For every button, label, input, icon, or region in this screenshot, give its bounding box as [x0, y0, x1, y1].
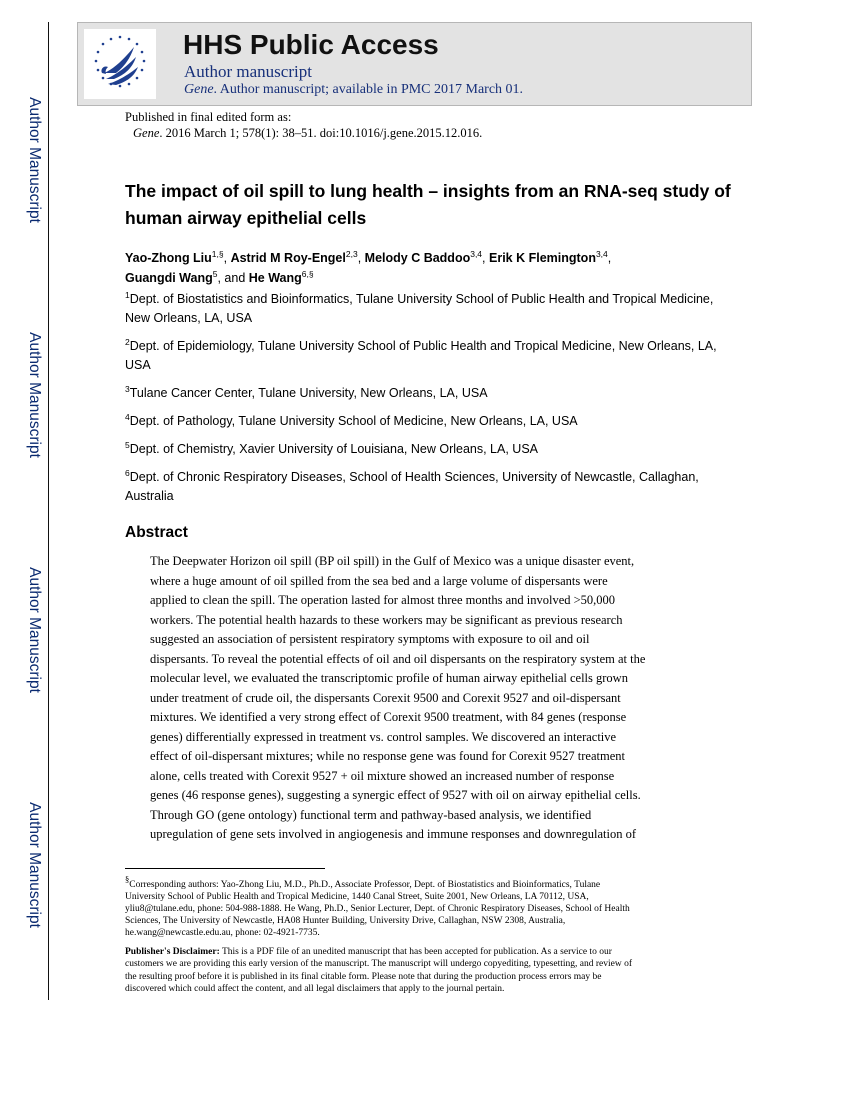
side-label-author-manuscript: Author Manuscript	[26, 567, 43, 693]
publication-citation: Gene. 2016 March 1; 578(1): 38–51. doi:10.1016/j.gene.2015.12.016.	[133, 126, 483, 140]
author-name: Melody C Baddoo	[364, 251, 471, 265]
published-form-label: Published in final edited form as:	[125, 110, 292, 124]
hhs-eagle-logo-icon	[84, 29, 156, 99]
abstract-text: The Deepwater Horizon oil spill (BP oil spill) in the Gulf of Mexico was a unique disaster event, where a huge amount of oil spilled from the sea bed and a large volume of dispersants were applied to clean the spill. The operation lasted for almost three months and involved >50,000 workers. The potential health hazards to these workers may be significant as previous research suggested an association of persistent respiratory symptoms with exposure to oil and oil dispersants. To reveal the potential effects of oil and oil dispersants on the respiratory system at the molecular level, we evaluated the transcriptomic profile of human airway epithelial cells grown under treatment of crude oil, the dispersants Corexit 9500 and Corexit 9527 and oil-dispersant mixtures. We identified a very strong effect of Corexit 9500 treatment, with 84 genes (response genes) differentially expressed in treatment vs. control samples. We discovered an interactive effect of oil-dispersant mixtures; while no response gene was found for Corexit 9527 treatment alone, cells treated with Corexit 9527 + oil mixture showed an increased number of response genes (46 response genes), suggesting a synergic effect of 9527 with oil on airway epithelial cells. Through GO (gene ontology) functional term and pathway-based analysis, we identified upregulation of gene sets involved in angiogenesis and immune responses and downregulation of	[150, 554, 646, 841]
article-title: The impact of oil spill to lung health – insights from an RNA-seq study of human airway epithelial cells	[125, 181, 731, 228]
hhs-public-access-title: HHS Public Access	[183, 29, 439, 60]
abstract-heading: Abstract	[125, 524, 188, 541]
affiliation: $^3$Tulane Cancer Center, Tulane University, New Orleans, LA, USA	[125, 384, 488, 400]
author-list: Yao-Zhong Liu$^{1,\S}$, Astrid M Roy-Engel$^{2,3}$, Melody C Baddoo$^{3,4}$, Erik K Flemington$^{3,4}$, Guangdi Wang$^5$, and He Wang$^{6,\S}$	[125, 249, 612, 285]
author-name: Yao-Zhong Liu	[125, 251, 212, 265]
publisher-disclaimer: Publisher's Disclaimer: This is a PDF file of an unedited manuscript that has been accepted for publication. As a service to our customers we are providing this early version of the manuscript. The manuscript will undergo copyediting, typesetting, and review of the resulting proof before it is published in its final citable form. Please note that during the production process errors may be discovered which could affect the content, and all legal disclaimers that apply to the journal pertain.	[125, 947, 632, 995]
affiliation: $^4$Dept. of Pathology, Tulane University School of Medicine, New Orleans, LA, USA	[125, 412, 578, 428]
affiliation: $^6$Dept. of Chronic Respiratory Diseases, School of Health Sciences, University of Newcastle, Callaghan, Australia	[125, 468, 699, 503]
side-label-author-manuscript: Author Manuscript	[26, 332, 43, 458]
corresponding-authors-footnote: §Corresponding authors: Yao-Zhong Liu, M.D., Ph.D., Associate Professor, Dept. of Biostatistics and Bioinformatics, Tulane University School of Public Health and Tropical Medicine, 1440 Canal Street, Suite 2001, New Orleans, LA 70112, USA, yliu8@tulane.edu, phone: 504-988-1888. He Wang, Ph.D., Senior Lecturer, Dept. of Chronic Respiratory Diseases, School of Health Sciences, The University of Newcastle, HA08 Hunter Building, University Drive, Callaghan, NSW 2308, Australia, he.wang@newcastle.edu.au, phone: 02-4921-7735.	[125, 874, 630, 939]
footnote-divider	[125, 868, 325, 869]
hhs-header-banner	[77, 22, 752, 106]
author-name: He Wang	[248, 271, 302, 285]
side-label-author-manuscript: Author Manuscript	[26, 97, 43, 223]
availability-line: Gene. Author manuscript; available in PMC 2017 March 01.	[184, 82, 524, 97]
author-name: Erik K Flemington	[489, 251, 596, 265]
author-manuscript-label: Author manuscript	[184, 62, 312, 81]
author-name: Astrid M Roy-Engel	[230, 251, 346, 265]
affiliation: $^1$Dept. of Biostatistics and Bioinformatics, Tulane University School of Public Health and Tropical Medicine, New Orleans, LA, USA	[125, 290, 714, 325]
affiliation: $^5$Dept. of Chemistry, Xavier University of Louisiana, New Orleans, LA, USA	[125, 440, 538, 456]
affiliation: $^2$Dept. of Epidemiology, Tulane University School of Public Health and Tropical Medicine, New Orleans, LA, USA	[125, 337, 717, 372]
author-name: Guangdi Wang	[125, 271, 213, 285]
side-label-author-manuscript: Author Manuscript	[26, 802, 43, 928]
